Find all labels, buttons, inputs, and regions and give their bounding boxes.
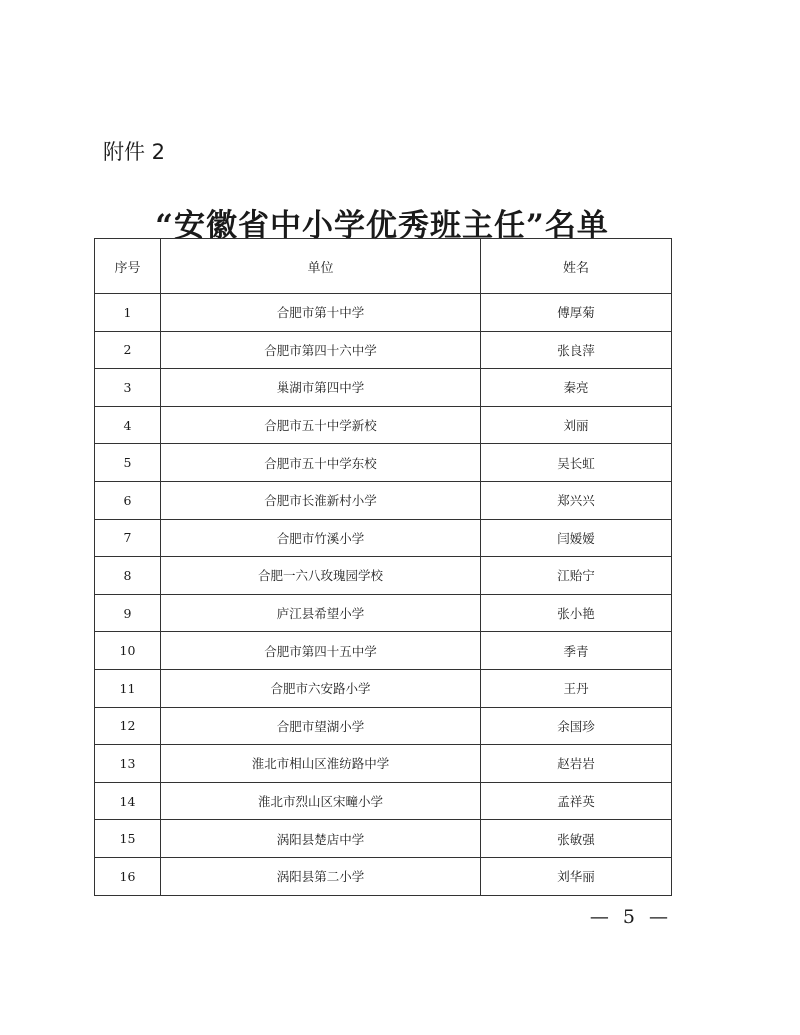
table-row bbox=[95, 669, 672, 707]
table-row bbox=[95, 369, 672, 407]
row-name-cell: 张敏强 bbox=[481, 820, 672, 858]
roster-table bbox=[94, 238, 672, 896]
row-number-cell: 6 bbox=[95, 481, 161, 519]
column-header-unit: 单位 bbox=[161, 239, 481, 294]
row-unit-cell: 巢湖市第四中学 bbox=[161, 369, 481, 407]
table-row bbox=[95, 481, 672, 519]
row-name-cell: 张良萍 bbox=[481, 331, 672, 369]
row-number-cell: 2 bbox=[95, 331, 161, 369]
row-name-cell: 郑兴兴 bbox=[481, 481, 672, 519]
row-unit-cell: 淮北市相山区淮纺路中学 bbox=[161, 745, 481, 783]
table-row bbox=[95, 594, 672, 632]
table-row bbox=[95, 331, 672, 369]
table-row bbox=[95, 294, 672, 332]
row-name-cell: 季青 bbox=[481, 632, 672, 670]
column-header-name: 姓名 bbox=[481, 239, 672, 294]
row-name-cell: 张小艳 bbox=[481, 594, 672, 632]
row-name-cell: 赵岩岩 bbox=[481, 745, 672, 783]
row-number-cell: 9 bbox=[95, 594, 161, 632]
table-header-row bbox=[95, 239, 672, 294]
column-header-number: 序号 bbox=[95, 239, 161, 294]
row-name-cell: 刘丽 bbox=[481, 406, 672, 444]
row-name-cell: 闫嫒嫒 bbox=[481, 519, 672, 557]
row-unit-cell: 合肥市第四十六中学 bbox=[161, 331, 481, 369]
table-row bbox=[95, 782, 672, 820]
page-number: — 5 — bbox=[589, 906, 672, 928]
row-number-cell: 7 bbox=[95, 519, 161, 557]
table-body bbox=[95, 294, 672, 896]
row-number-cell: 16 bbox=[95, 857, 161, 895]
table-row bbox=[95, 557, 672, 595]
row-unit-cell: 庐江县希望小学 bbox=[161, 594, 481, 632]
row-name-cell: 王丹 bbox=[481, 669, 672, 707]
row-unit-cell: 合肥一六八玫瑰园学校 bbox=[161, 557, 481, 595]
row-number-cell: 4 bbox=[95, 406, 161, 444]
row-number-cell: 13 bbox=[95, 745, 161, 783]
row-name-cell: 傅厚菊 bbox=[481, 294, 672, 332]
row-number-cell: 3 bbox=[95, 369, 161, 407]
table-row bbox=[95, 519, 672, 557]
row-number-cell: 12 bbox=[95, 707, 161, 745]
row-unit-cell: 合肥市五十中学东校 bbox=[161, 444, 481, 482]
row-unit-cell: 合肥市第四十五中学 bbox=[161, 632, 481, 670]
row-unit-cell: 淮北市烈山区宋疃小学 bbox=[161, 782, 481, 820]
row-name-cell: 刘华丽 bbox=[481, 857, 672, 895]
table-row bbox=[95, 707, 672, 745]
table-row bbox=[95, 857, 672, 895]
row-name-cell: 江贻宁 bbox=[481, 557, 672, 595]
row-unit-cell: 合肥市望湖小学 bbox=[161, 707, 481, 745]
row-number-cell: 8 bbox=[95, 557, 161, 595]
table-row bbox=[95, 820, 672, 858]
table-row bbox=[95, 444, 672, 482]
row-number-cell: 1 bbox=[95, 294, 161, 332]
row-unit-cell: 合肥市六安路小学 bbox=[161, 669, 481, 707]
table-row bbox=[95, 745, 672, 783]
attachment-label: 附件 2 bbox=[103, 140, 166, 164]
document-title: “安徽省中小学优秀班主任”名单 bbox=[155, 208, 609, 244]
row-name-cell: 孟祥英 bbox=[481, 782, 672, 820]
row-number-cell: 14 bbox=[95, 782, 161, 820]
row-unit-cell: 合肥市五十中学新校 bbox=[161, 406, 481, 444]
row-unit-cell: 合肥市第十中学 bbox=[161, 294, 481, 332]
row-unit-cell: 合肥市竹溪小学 bbox=[161, 519, 481, 557]
row-number-cell: 5 bbox=[95, 444, 161, 482]
row-name-cell: 秦亮 bbox=[481, 369, 672, 407]
row-unit-cell: 涡阳县第二小学 bbox=[161, 857, 481, 895]
row-unit-cell: 涡阳县楚店中学 bbox=[161, 820, 481, 858]
row-name-cell: 余国珍 bbox=[481, 707, 672, 745]
row-number-cell: 15 bbox=[95, 820, 161, 858]
row-unit-cell: 合肥市长淮新村小学 bbox=[161, 481, 481, 519]
table-row bbox=[95, 632, 672, 670]
table-row bbox=[95, 406, 672, 444]
row-name-cell: 吴长虹 bbox=[481, 444, 672, 482]
row-number-cell: 11 bbox=[95, 669, 161, 707]
row-number-cell: 10 bbox=[95, 632, 161, 670]
